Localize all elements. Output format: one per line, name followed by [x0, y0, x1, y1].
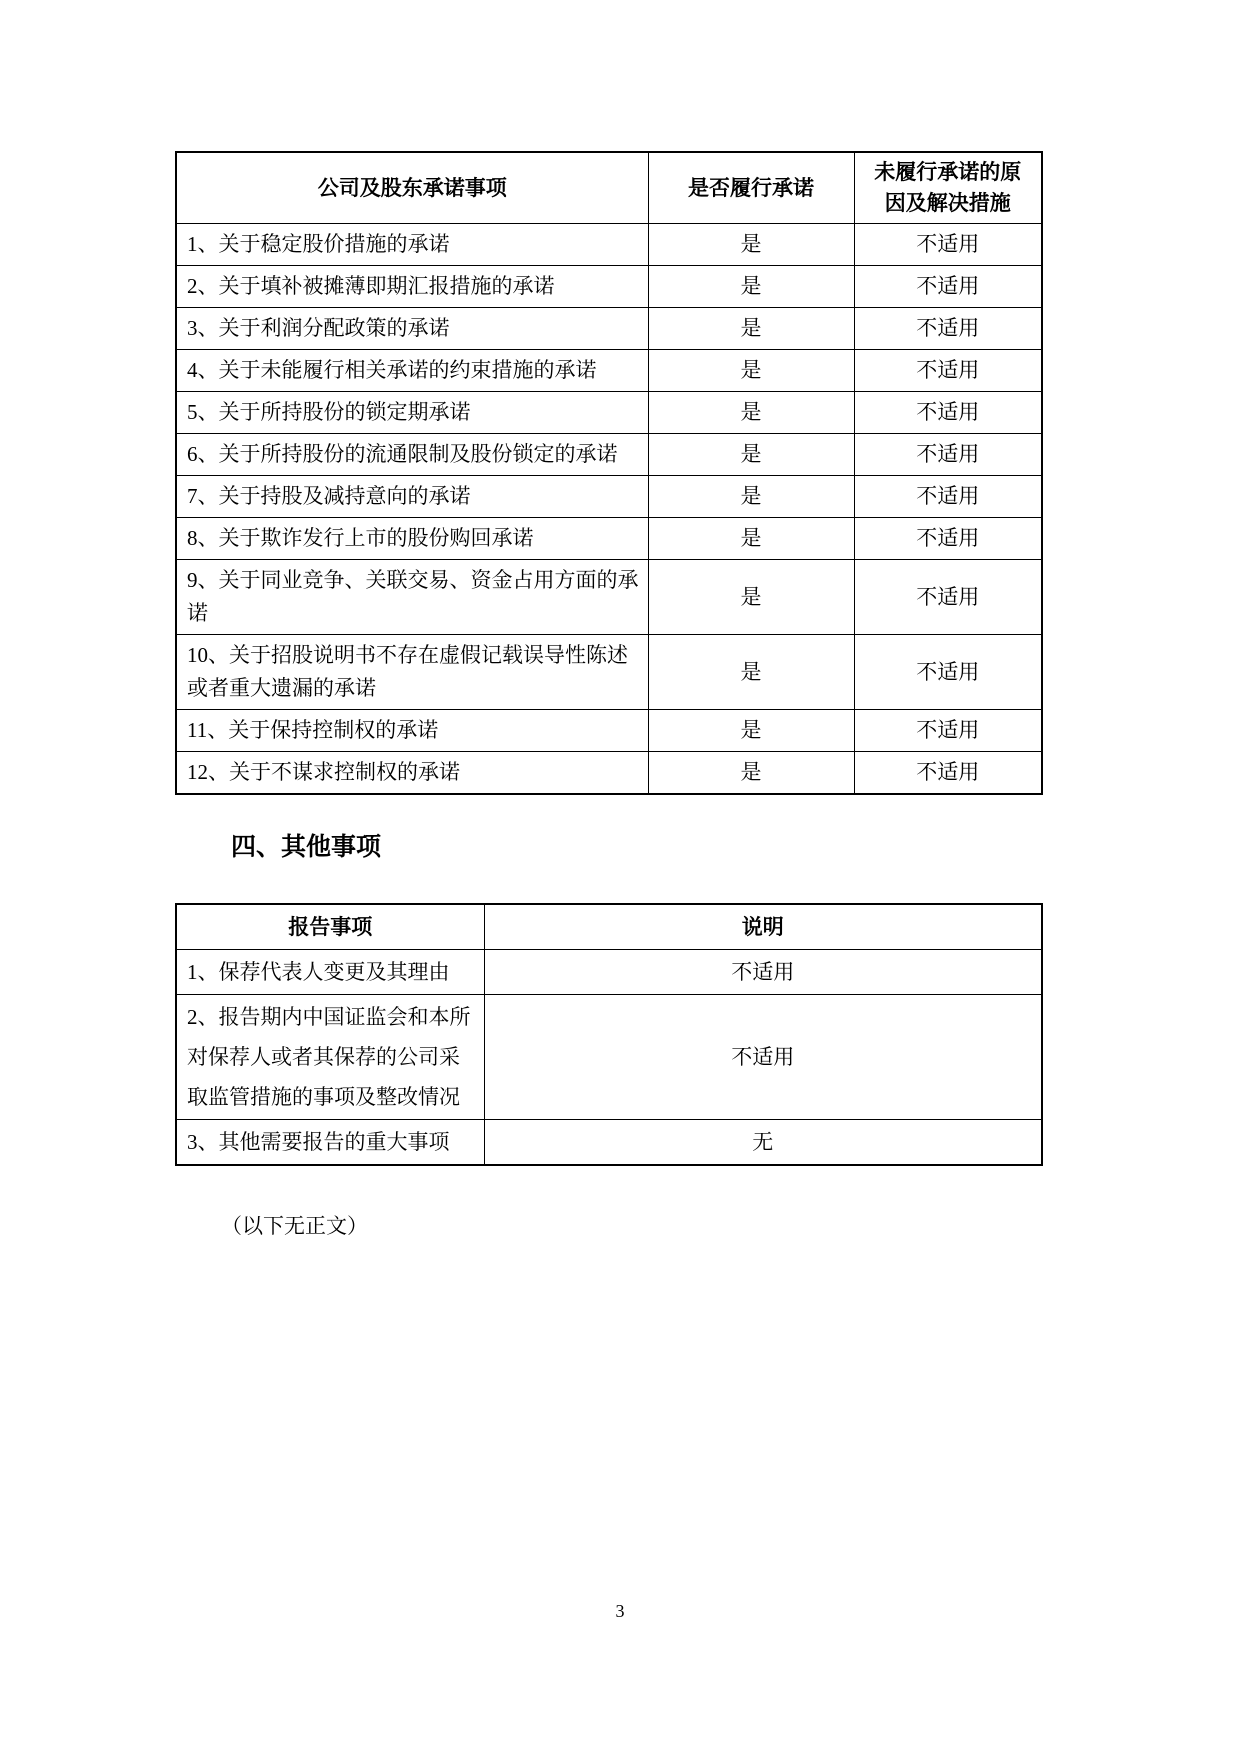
cell-item: 3、其他需要报告的重大事项 [176, 1120, 484, 1166]
cell-item: 2、报告期内中国证监会和本所对保荐人或者其保荐的公司采取监管措施的事项及整改情况 [176, 995, 484, 1120]
cell-fulfilled: 是 [648, 350, 854, 392]
table-row [176, 476, 1042, 518]
commitments-table [175, 151, 1043, 795]
cell-fulfilled: 是 [648, 560, 854, 635]
cell-remedy: 不适用 [854, 224, 1042, 266]
cell-item: 10、关于招股说明书不存在虚假记载误导性陈述或者重大遗漏的承诺 [176, 635, 648, 710]
cell-item: 1、保荐代表人变更及其理由 [176, 950, 484, 995]
cell-remedy: 不适用 [854, 635, 1042, 710]
header-fulfilled: 是否履行承诺 [648, 152, 854, 224]
table-row [176, 392, 1042, 434]
cell-remedy: 不适用 [854, 752, 1042, 795]
cell-remedy: 不适用 [854, 710, 1042, 752]
table-row [176, 710, 1042, 752]
cell-fulfilled: 是 [648, 308, 854, 350]
cell-remedy: 不适用 [854, 266, 1042, 308]
page-number: 3 [615, 1601, 625, 1621]
cell-remedy: 不适用 [854, 350, 1042, 392]
commitments-table-body [176, 224, 1042, 795]
cell-remedy: 不适用 [854, 392, 1042, 434]
cell-remedy: 不适用 [854, 476, 1042, 518]
table-row [176, 950, 1042, 995]
cell-item: 8、关于欺诈发行上市的股份购回承诺 [176, 518, 648, 560]
table-row [176, 434, 1042, 476]
table-row [176, 350, 1042, 392]
cell-remedy: 不适用 [854, 560, 1042, 635]
cell-item: 9、关于同业竞争、关联交易、资金占用方面的承诺 [176, 560, 648, 635]
cell-fulfilled: 是 [648, 635, 854, 710]
table-row [176, 995, 1042, 1120]
cell-item: 11、关于保持控制权的承诺 [176, 710, 648, 752]
cell-remedy: 不适用 [854, 518, 1042, 560]
cell-item: 5、关于所持股份的锁定期承诺 [176, 392, 648, 434]
table-row [176, 752, 1042, 795]
cell-item: 7、关于持股及减持意向的承诺 [176, 476, 648, 518]
header-row [176, 152, 1042, 224]
cell-item: 2、关于填补被摊薄即期汇报措施的承诺 [176, 266, 648, 308]
table-row [176, 308, 1042, 350]
page-content [175, 151, 1041, 1243]
table-row [176, 635, 1042, 710]
cell-item: 1、关于稳定股价措施的承诺 [176, 224, 648, 266]
cell-item: 6、关于所持股份的流通限制及股份锁定的承诺 [176, 434, 648, 476]
table-row [176, 266, 1042, 308]
table-row [176, 518, 1042, 560]
cell-item: 12、关于不谋求控制权的承诺 [176, 752, 648, 795]
closing-note: （以下无正文） [221, 1214, 368, 1238]
table-row [176, 224, 1042, 266]
cell-fulfilled: 是 [648, 518, 854, 560]
cell-item: 4、关于未能履行相关承诺的约束措施的承诺 [176, 350, 648, 392]
other-matters-table-body [176, 950, 1042, 1166]
cell-fulfilled: 是 [648, 392, 854, 434]
cell-note: 无 [484, 1120, 1042, 1166]
other-matters-table-header [176, 904, 1042, 950]
cell-remedy: 不适用 [854, 434, 1042, 476]
header-explanation: 说明 [484, 904, 1042, 950]
cell-fulfilled: 是 [648, 752, 854, 795]
header-report-item: 报告事项 [176, 904, 484, 950]
cell-fulfilled: 是 [648, 224, 854, 266]
cell-fulfilled: 是 [648, 434, 854, 476]
cell-note: 不适用 [484, 950, 1042, 995]
table-row [176, 560, 1042, 635]
cell-fulfilled: 是 [648, 266, 854, 308]
table-row [176, 1120, 1042, 1166]
section-heading-other-matters: 四、其他事项 [231, 834, 382, 861]
header-remedy: 未履行承诺的原因及解决措施 [854, 152, 1042, 224]
cell-fulfilled: 是 [648, 476, 854, 518]
cell-remedy: 不适用 [854, 308, 1042, 350]
cell-fulfilled: 是 [648, 710, 854, 752]
other-matters-table [175, 903, 1043, 1166]
cell-note: 不适用 [484, 995, 1042, 1120]
header-row [176, 904, 1042, 950]
cell-item: 3、关于利润分配政策的承诺 [176, 308, 648, 350]
header-commitment-item: 公司及股东承诺事项 [176, 152, 648, 224]
commitments-table-header [176, 152, 1042, 224]
